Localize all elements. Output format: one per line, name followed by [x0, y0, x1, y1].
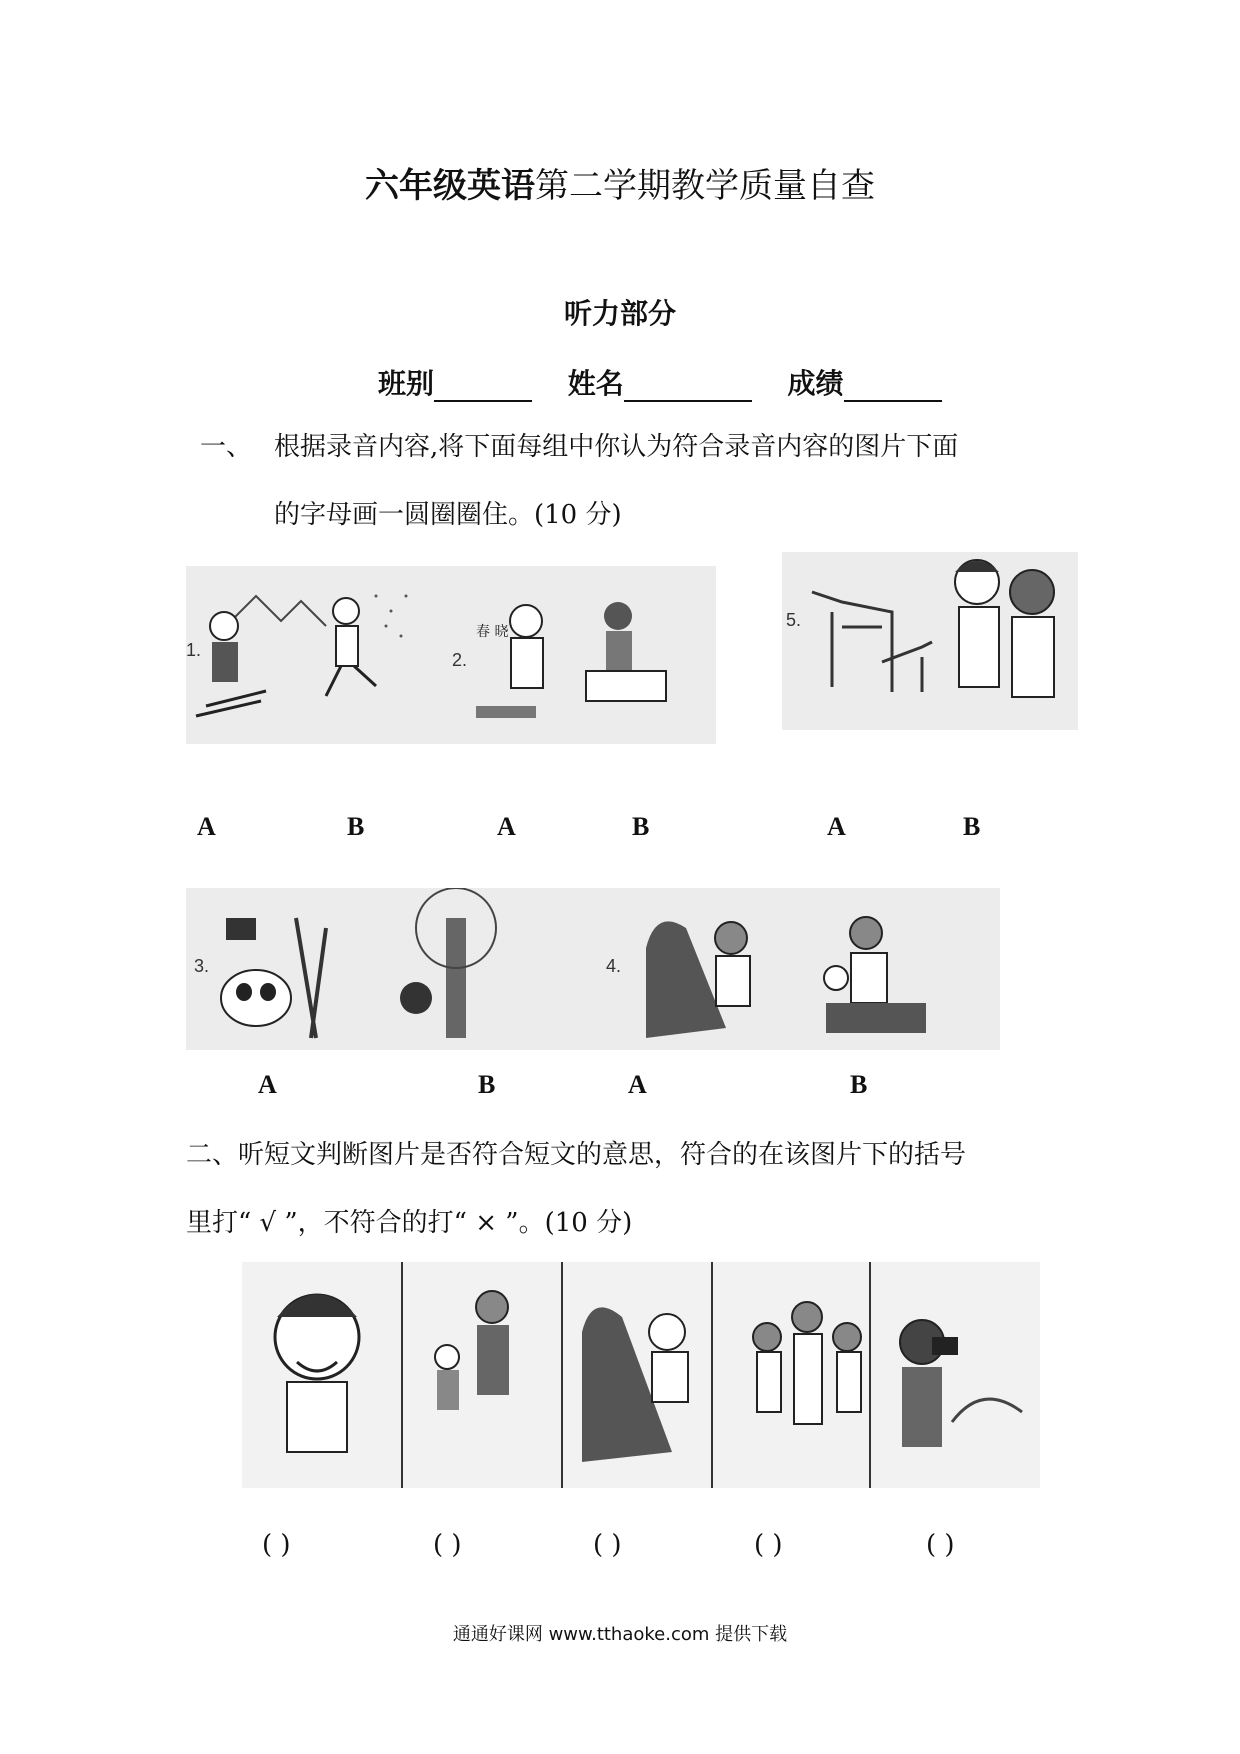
question1-text-line2: 的字母画一圆圈圈住。(10 分) [274, 500, 622, 530]
question2-text-line2: 里打“ √ ”，不符合的打“ × ”。(10 分) [186, 1208, 633, 1238]
title-bold: 六年级英语 [365, 166, 535, 206]
question1-number: 一、 [200, 432, 253, 462]
question1-text-line1: 根据录音内容,将下面每组中你认为符合录音内容的图片下面 [274, 432, 959, 462]
row2-letter: B [850, 1070, 868, 1099]
name-blank[interactable] [624, 370, 752, 402]
panda-and-clock-illustration [186, 888, 1000, 1050]
group-1-number: 1. [186, 640, 202, 660]
picture-strip-group-5 [782, 552, 1078, 730]
row1-letter: B [632, 812, 650, 841]
row2-letter: A [258, 1070, 277, 1099]
row1-letter: A [497, 812, 516, 841]
page-title [0, 158, 1240, 207]
class-blank[interactable] [434, 370, 532, 402]
section-title: 听力部分 [563, 297, 676, 330]
animals-and-boys-illustration [782, 552, 1078, 730]
footer-text: 通通好课网 www.tthaoke.com 提供下载 [452, 1624, 788, 1645]
group-3-number: 3. [194, 956, 210, 976]
student-info-fields [378, 362, 968, 402]
row1-letter: A [827, 812, 846, 841]
group-2-number: 2. [452, 650, 468, 670]
row2-letter: B [478, 1070, 496, 1099]
score-blank[interactable] [844, 370, 942, 402]
title-rest: 第二学期教学质量自查 [535, 166, 875, 206]
row2-letter: A [628, 1070, 647, 1099]
row1-letter: B [963, 812, 981, 841]
picture-strip-groups-1-2 [186, 566, 716, 744]
picture-strip-groups-3-4 [186, 888, 1000, 1050]
row1-letter: B [347, 812, 365, 841]
answer-paren[interactable]: ( ) [593, 1530, 622, 1560]
answer-paren[interactable]: ( ) [926, 1530, 955, 1560]
score-label: 成绩 [787, 367, 844, 400]
skiing-and-reading-illustration [186, 566, 716, 744]
class-label: 班别 [378, 367, 435, 400]
group-5-number: 5. [786, 610, 802, 630]
picture-strip-question2 [242, 1262, 1040, 1488]
five-panel-illustration [242, 1262, 1040, 1488]
answer-paren[interactable]: ( ) [262, 1530, 291, 1560]
chun-lian-text: 春 晓 [476, 624, 509, 640]
row1-letter: A [197, 812, 216, 841]
name-label: 姓名 [567, 367, 624, 400]
group-4-number: 4. [606, 956, 622, 976]
question2-text-line1: 二、听短文判断图片是否符合短文的意思，符合的在该图片下的括号 [186, 1140, 967, 1170]
answer-paren[interactable]: ( ) [754, 1530, 783, 1560]
answer-paren[interactable]: ( ) [433, 1530, 462, 1560]
